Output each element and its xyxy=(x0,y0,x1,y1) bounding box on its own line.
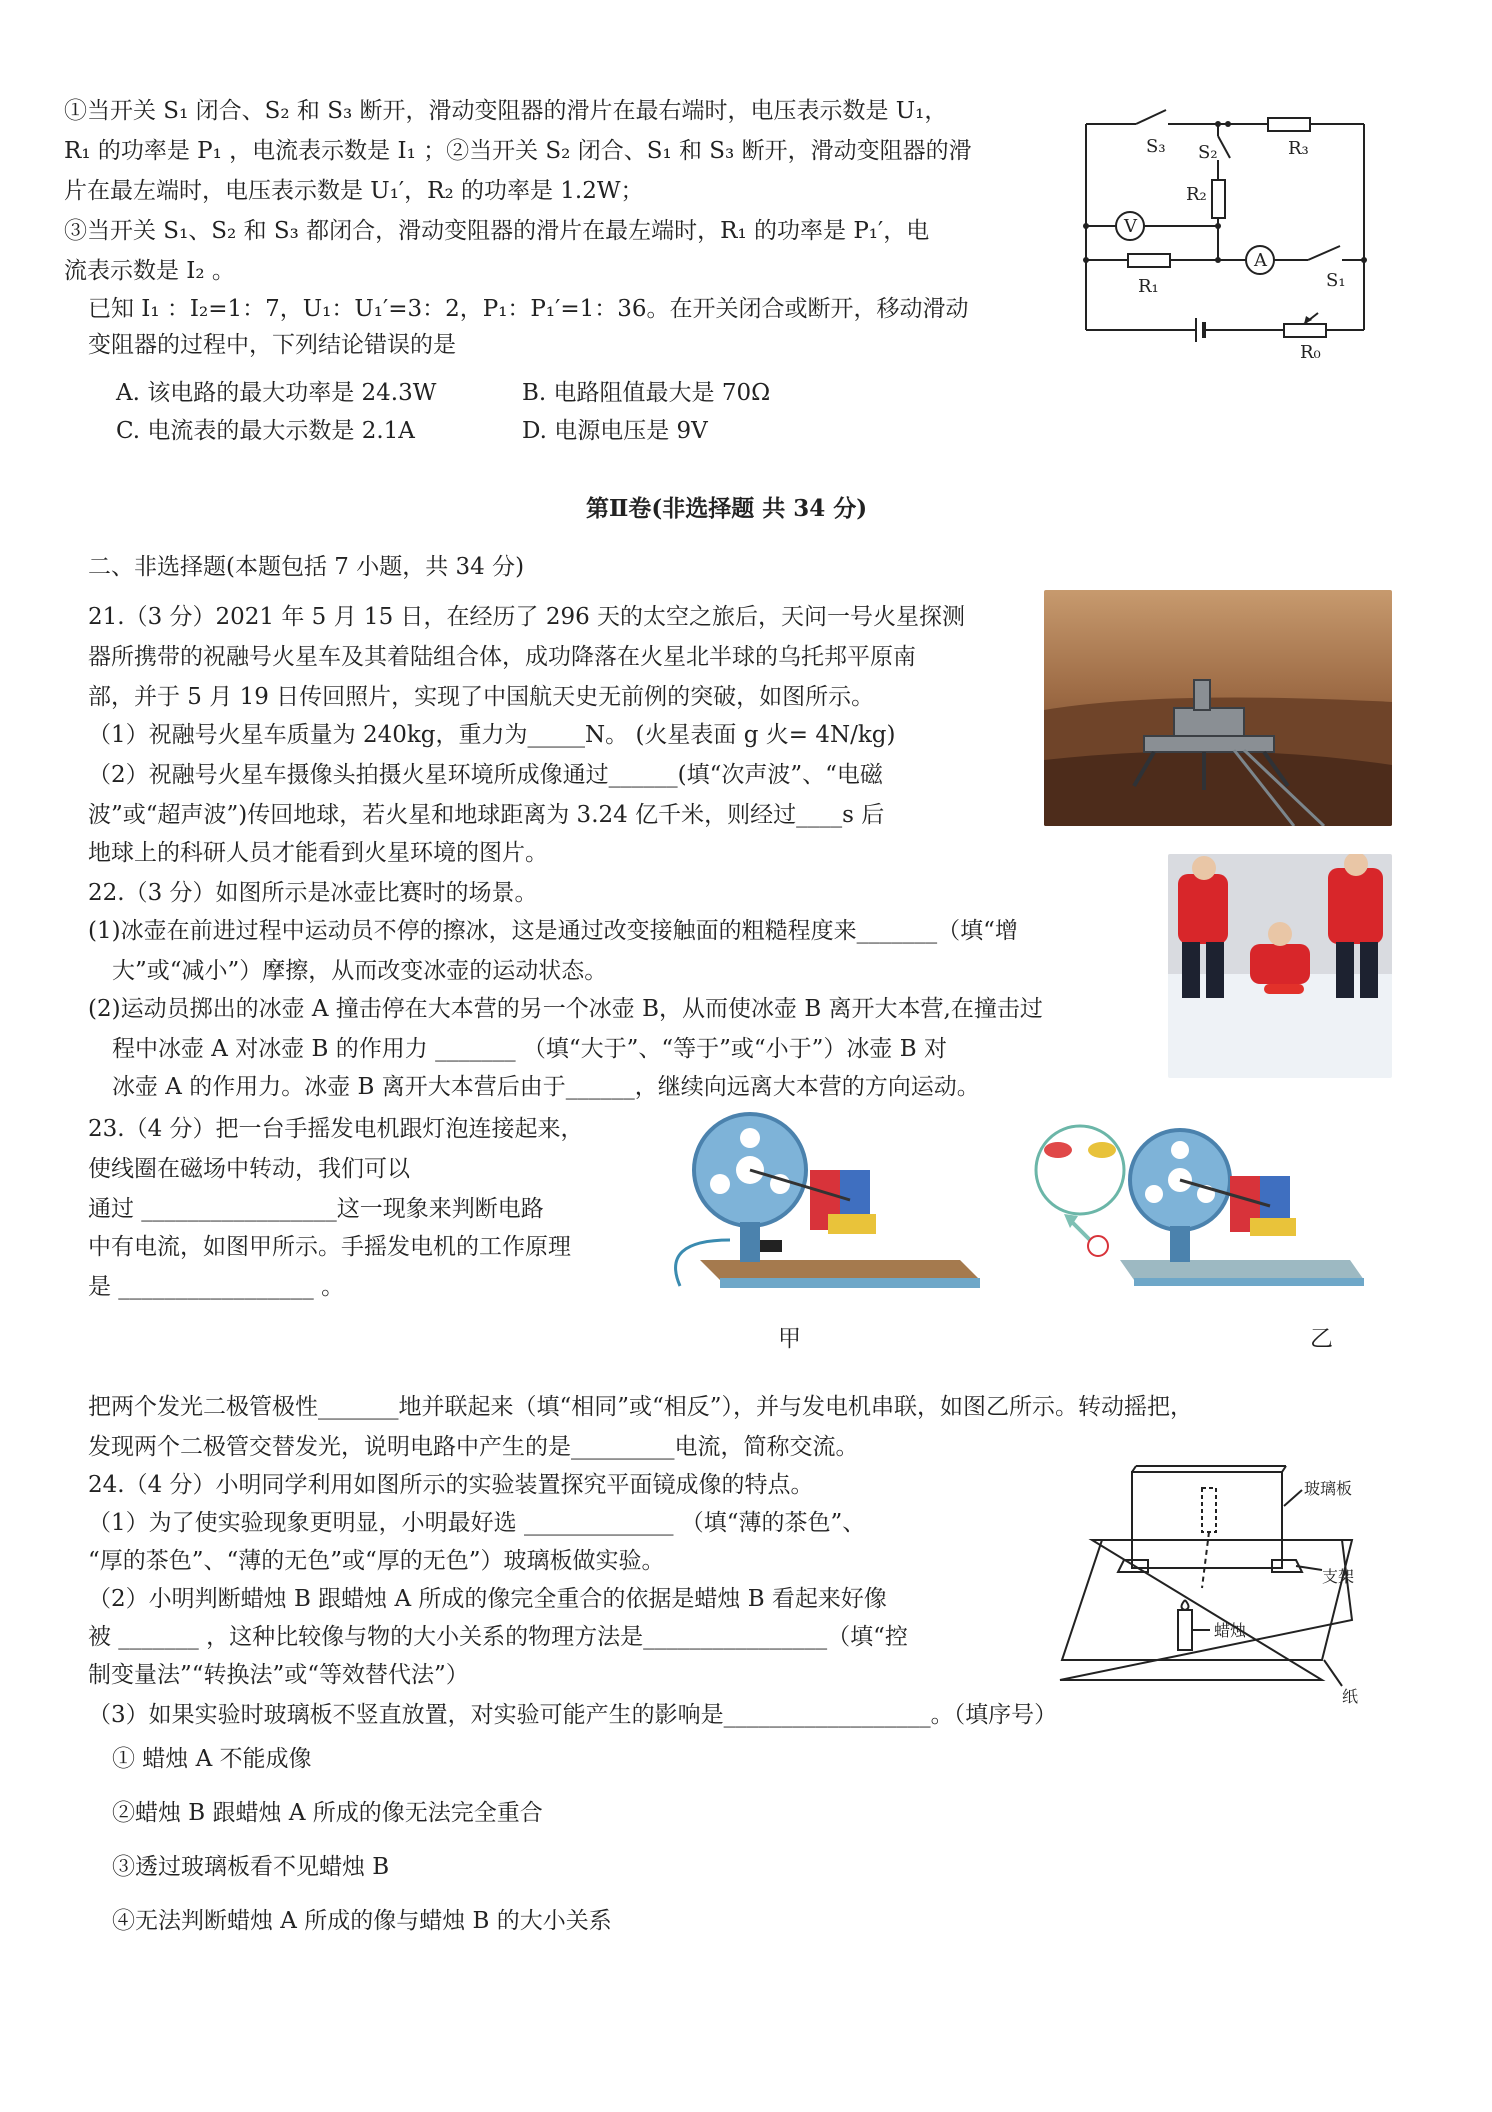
figure-label-jia: 甲 xyxy=(778,1326,801,1352)
q24-line7: （3）如果实验时玻璃板不竖直放置，对实验可能产生的影响是__________________。（填序号） xyxy=(88,1702,1058,1728)
q20-line3: 片在最左端时，电压表示数是 U₁′，R₂ 的功率是 1.2W； xyxy=(64,178,644,204)
q24-option-1: ① 蜡烛 A 不能成像 xyxy=(112,1746,312,1772)
label-v: V xyxy=(1124,216,1137,237)
q20-option-b: B. 电路阻值最大是 70Ω xyxy=(522,380,771,406)
q20-line2: R₁ 的功率是 P₁ ，电流表示数是 I₁ ；②当开关 S₂ 闭合、S₁ 和 S₃ 断开，滑动变阻器的滑 xyxy=(64,138,972,164)
label-s2: S₂ xyxy=(1198,142,1218,163)
q23-line2: 使线圈在磁场中转动，我们可以 xyxy=(88,1156,410,1182)
curling-photo xyxy=(1168,854,1392,1078)
q23-line3: 通过 _________________这一现象来判断电路 xyxy=(88,1196,544,1222)
q24-line2: （1）为了使实验现象更明显，小明最好选 _____________ （填“薄的茶色”、 xyxy=(88,1510,866,1536)
mars-rover-photo xyxy=(1044,590,1392,826)
part2-subtitle: 二、非选择题(本题包括 7 小题，共 34 分) xyxy=(88,554,525,580)
q21-line2: 器所携带的祝融号火星车及其着陆组合体，成功降落在火星北半球的乌托邦平原南 xyxy=(88,644,916,670)
q22-line4: (2)运动员掷出的冰壶 A 撞击停在大本营的另一个冰壶 B，从而使冰壶 B 离开大本营,在撞击过 xyxy=(88,996,1043,1022)
q24-line3: “厚的茶色”、“薄的无色”或“厚的无色”）玻璃板做实验。 xyxy=(88,1548,665,1574)
q21-line5: （2）祝融号火星车摄像头拍摄火星环境所成像通过______(填“次声波”、“电磁 xyxy=(88,762,883,788)
q22-line1: 22.（3 分）如图所示是冰壶比赛时的场景。 xyxy=(88,880,538,906)
generator-figure-jia xyxy=(660,1110,990,1300)
q20-option-a: A. 该电路的最大功率是 24.3W xyxy=(116,380,437,406)
label-s1: S₁ xyxy=(1326,270,1346,291)
q20-line6: 已知 I₁ ：I₂=1：7，U₁：U₁′=3：2，P₁：P₁′=1：36。在开关闭合或断开，移动滑动 xyxy=(88,296,969,322)
q24-line4: （2）小明判断蜡烛 B 跟蜡烛 A 所成的像完全重合的依据是蜡烛 B 看起来好像 xyxy=(88,1586,887,1612)
q24-line1: 24.（4 分）小明同学利用如图所示的实验装置探究平面镜成像的特点。 xyxy=(88,1472,814,1498)
label-r2: R₂ xyxy=(1186,184,1207,205)
q23-line4: 中有电流，如图甲所示。手摇发电机的工作原理 xyxy=(88,1234,571,1260)
q20-option-c: C. 电流表的最大示数是 2.1A xyxy=(116,418,415,444)
q22-line5: 程中冰壶 A 对冰壶 B 的作用力 _______ （填“大于”、“等于”或“小于”）冰壶 B 对 xyxy=(112,1036,947,1062)
q24-option-4: ④无法判断蜡烛 A 所成的像与蜡烛 B 的大小关系 xyxy=(112,1908,612,1934)
q21-line1: 21.（3 分）2021 年 5 月 15 日，在经历了 296 天的太空之旅后，天问一号火星探测 xyxy=(88,604,966,630)
part2-title: 第Ⅱ卷(非选择题 共 34 分) xyxy=(586,495,868,522)
plane-mirror-figure xyxy=(1052,1460,1392,1720)
q21-line3: 部，并于 5 月 19 日传回照片，实现了中国航天史无前例的突破，如图所示。 xyxy=(88,684,875,710)
label-r0: R₀ xyxy=(1300,342,1321,363)
label-a: A xyxy=(1254,250,1267,271)
label-glass-plate: 玻璃板 xyxy=(1304,1479,1353,1498)
q23-line5: 是 _________________ 。 xyxy=(88,1274,345,1300)
q21-line6: 波”或“超声波”)传回地球，若火星和地球距离为 3.24 亿千米，则经过____s 后 xyxy=(88,802,885,828)
label-r3: R₃ xyxy=(1288,138,1309,159)
label-stand: 支架 xyxy=(1322,1567,1355,1586)
q23-line1: 23.（4 分）把一台手摇发电机跟灯泡连接起来， xyxy=(88,1116,584,1142)
q21-line7: 地球上的科研人员才能看到火星环境的图片。 xyxy=(88,840,548,866)
circuit-diagram xyxy=(1078,108,1378,368)
q24-line5: 被 _______ ，这种比较像与物的大小关系的物理方法是________________（填“控 xyxy=(88,1624,908,1650)
q24-line6: 制变量法”“转换法”或“等效替代法”） xyxy=(88,1662,469,1688)
label-candle: 蜡烛 xyxy=(1214,1621,1247,1640)
q20-line4: ③当开关 S₁、S₂ 和 S₃ 都闭合，滑动变阻器的滑片在最左端时，R₁ 的功率是 P₁′，电 xyxy=(64,218,930,244)
q21-line4: （1）祝融号火星车质量为 240kg，重力为_____N。 (火星表面 g 火= 4N/kg) xyxy=(88,722,896,748)
q20-option-d: D. 电源电压是 9V xyxy=(522,418,708,444)
q20-line7: 变阻器的过程中，下列结论错误的是 xyxy=(88,332,456,358)
q20-line1: ①当开关 S₁ 闭合、S₂ 和 S₃ 断开，滑动变阻器的滑片在最右端时，电压表示数是 U₁， xyxy=(64,98,948,124)
q23-line7: 发现两个二极管交替发光，说明电路中产生的是_________电流，简称交流。 xyxy=(88,1434,859,1460)
q23-line6: 把两个发光二极管极性_______地并联起来（填“相同”或“相反”），并与发电机串联，如图乙所示。转动摇把， xyxy=(88,1394,1194,1420)
q22-line3: 大”或“减小”）摩擦，从而改变冰壶的运动状态。 xyxy=(112,958,608,984)
label-r1: R₁ xyxy=(1138,276,1159,297)
label-s3: S₃ xyxy=(1146,136,1166,157)
q20-line5: 流表示数是 I₂ 。 xyxy=(64,258,235,284)
generator-figure-yi xyxy=(1030,1120,1370,1300)
label-paper: 纸 xyxy=(1342,1687,1359,1706)
q24-option-2: ②蜡烛 B 跟蜡烛 A 所成的像无法完全重合 xyxy=(112,1800,543,1826)
q24-option-3: ③透过玻璃板看不见蜡烛 B xyxy=(112,1854,390,1880)
figure-label-yi: 乙 xyxy=(1310,1326,1333,1352)
q22-line6: 冰壶 A 的作用力。冰壶 B 离开大本营后由于______，继续向远离大本营的方向运动。 xyxy=(112,1074,980,1100)
q22-line2: (1)冰壶在前进过程中运动员不停的擦冰，这是通过改变接触面的粗糙程度来_______（填“增 xyxy=(88,918,1018,944)
